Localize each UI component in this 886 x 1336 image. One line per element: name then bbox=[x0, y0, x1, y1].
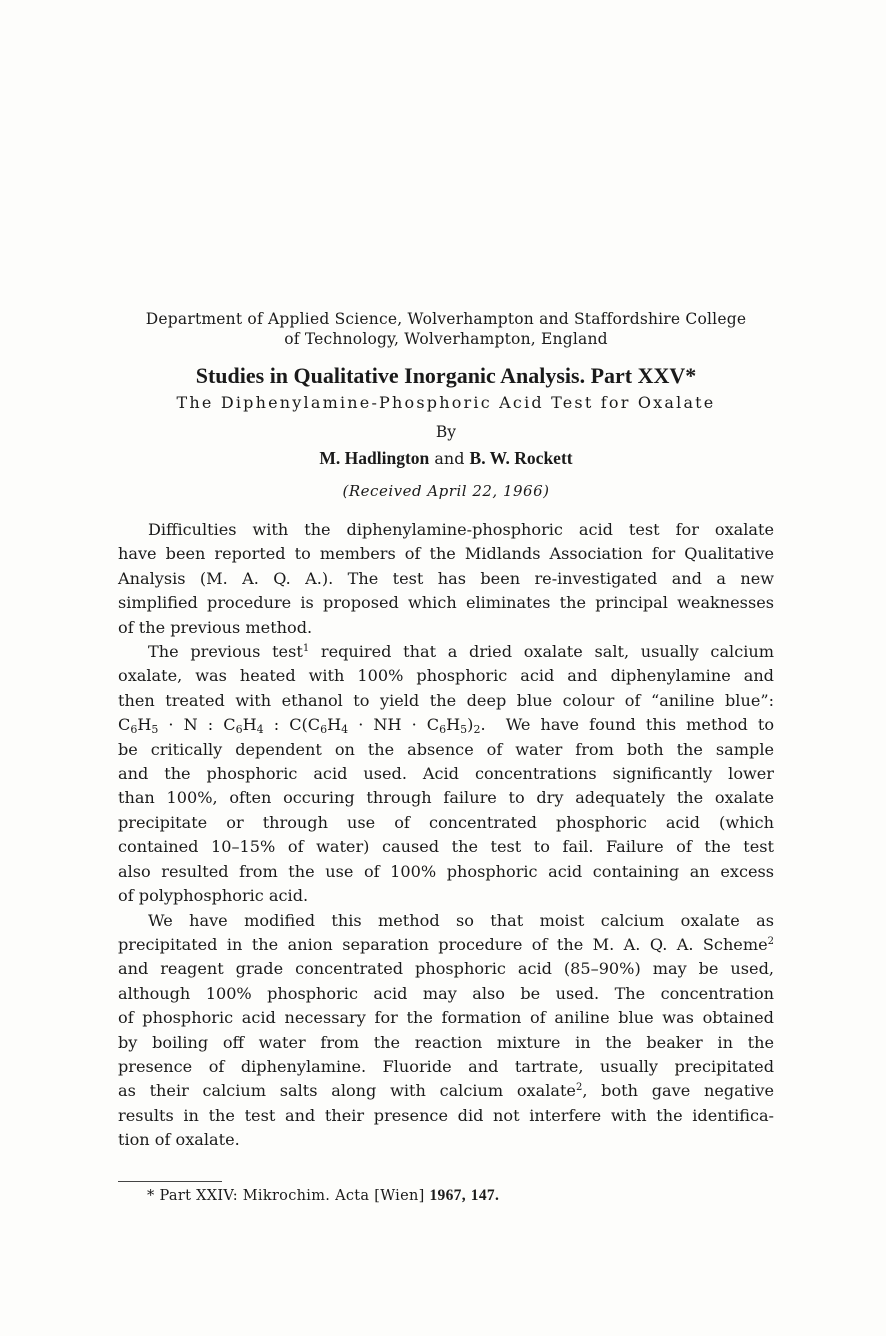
citation-ref: 2 bbox=[767, 935, 774, 947]
paragraph-3 bbox=[118, 909, 774, 1153]
affiliation bbox=[118, 309, 774, 349]
text-run: required that a dried oxalate salt, usually calcium bbox=[309, 642, 774, 662]
author-2: B. W. Rockett bbox=[469, 448, 573, 468]
footnote-rule bbox=[118, 1181, 222, 1182]
affiliation-line-2: of Technology, Wolverhampton, England bbox=[284, 330, 608, 348]
text-run: The previous test bbox=[148, 642, 303, 662]
aniline-blue-formula: $C_6H_5 \cdot N$ : $C_6H_4$ : $C(C_6H_4$ · NH · $C_6H_5)_2$ bbox=[118, 715, 481, 737]
authors bbox=[118, 447, 774, 470]
text-line: We have modified this method so that moist calcium oxalate as bbox=[148, 910, 774, 930]
text-line: and the phosphoric acid used. Acid concentrations significantly lower bbox=[118, 764, 774, 784]
text-line: by boiling off water from the reaction mixture in the beaker in the bbox=[118, 1032, 774, 1052]
text-line: tion of oxalate. bbox=[118, 1130, 240, 1150]
text-line bbox=[118, 640, 774, 664]
citation-ref: 1 bbox=[302, 643, 310, 655]
text-line: than 100%, often occuring through failure to dry adequately the oxalate bbox=[118, 788, 774, 808]
text-line: have been reported to members of the Midlands Association for Qualitative bbox=[118, 544, 774, 564]
text-line: precipitate or through use of concentrated phosphoric acid (which bbox=[118, 812, 774, 832]
footnote-page: 147. bbox=[470, 1187, 500, 1204]
text-line: of the previous method. bbox=[118, 617, 313, 637]
affiliation-line-1: Department of Applied Science, Wolverhampton and Staffordshire College bbox=[145, 310, 747, 328]
text-run: We have found this method to bbox=[505, 715, 775, 735]
text-line bbox=[118, 933, 774, 957]
article-body bbox=[118, 518, 774, 1153]
text-run: , both gave negative bbox=[582, 1081, 774, 1101]
text-line: of phosphoric acid necessary for the formation of aniline blue was obtained bbox=[118, 1008, 774, 1028]
article-title: Studies in Qualitative Inorganic Analysis. Part XXV* bbox=[195, 363, 697, 388]
formula-line: $C_6H_5 \cdot N$ : $C_6H_4$ : $C(C_6H_4$ · NH · $C_6H_5)_2$. We have found this method to bbox=[118, 715, 775, 737]
text-line: of polyphosphoric acid. bbox=[118, 886, 309, 906]
article-page bbox=[118, 309, 774, 1153]
text-run: as their calcium salts along with calcium oxalate bbox=[118, 1081, 576, 1101]
paragraph-2 bbox=[118, 640, 774, 908]
text-line: then treated with ethanol to yield the deep blue colour of “aniline blue”: bbox=[118, 690, 774, 710]
text-line: results in the test and their presence did not interfere with the identifica- bbox=[118, 1105, 774, 1125]
footnote-text: Part XXIV: Mikrochim. Acta [Wien] bbox=[159, 1188, 425, 1204]
article-subtitle: The Diphenylamine-Phosphoric Acid Test for Oxalate bbox=[176, 393, 716, 412]
text-line: oxalate, was heated with 100% phosphoric acid and diphenylamine and bbox=[118, 666, 774, 686]
by-label: By bbox=[435, 423, 457, 441]
text-run: precipitated in the anion separation procedure of the M. A. Q. A. Scheme bbox=[118, 934, 768, 954]
author-1: M. Hadlington bbox=[319, 448, 430, 468]
text-line: be critically dependent on the absence of water from both the sample bbox=[118, 739, 774, 759]
author-conjunction: and bbox=[434, 449, 465, 468]
paragraph-1 bbox=[118, 518, 774, 640]
text-line: presence of diphenylamine. Fluoride and tartrate, usually precipitated bbox=[118, 1056, 774, 1076]
footnote-year: 1967, bbox=[429, 1187, 466, 1204]
citation-ref: 2 bbox=[575, 1082, 583, 1094]
text-line: simplified procedure is proposed which eliminates the principal weaknesses bbox=[118, 593, 774, 613]
text-line: Analysis (M. A. Q. A.). The test has been re-investigated and a new bbox=[118, 568, 774, 588]
footnote bbox=[147, 1186, 499, 1206]
text-line: and reagent grade concentrated phosphoric acid (85–90%) may be used, bbox=[118, 959, 774, 979]
text-line bbox=[118, 1079, 774, 1103]
text-line: although 100% phosphoric acid may also be used. The concentration bbox=[118, 983, 774, 1003]
text-line: also resulted from the use of 100% phosphoric acid containing an excess bbox=[118, 861, 774, 881]
footnote-marker: * bbox=[147, 1188, 155, 1204]
text-line: Difficulties with the diphenylamine-phosphoric acid test for oxalate bbox=[148, 520, 774, 539]
received-date: (Received April 22, 1966) bbox=[342, 482, 550, 500]
text-line: contained 10–15% of water) caused the test to fail. Failure of the test bbox=[118, 837, 774, 857]
